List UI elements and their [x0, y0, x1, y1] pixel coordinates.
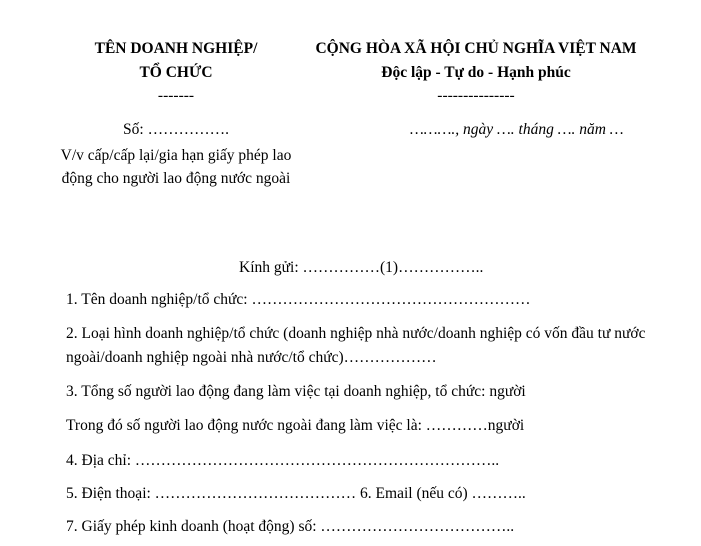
item-5-6: 5. Điện thoại: ………………………………… 6. Email (nếu có) ……….. — [66, 485, 526, 502]
org-divider: ------- — [157, 87, 195, 104]
item-4: 4. Địa chỉ: …………………………………………………………….. — [66, 452, 500, 469]
doc-number: Số: ……………. — [123, 121, 229, 138]
recipient: Kính gửi: ……………(1)…………….. — [239, 259, 484, 276]
item-3: 3. Tổng số người lao động đang làm việc tại doanh nghiệp, tổ chức: người — [66, 383, 526, 400]
item-3-foreign: Trong đó số người lao động nước ngoài đang làm việc là: …………người — [66, 417, 525, 434]
place-date: ………., ngày …. tháng …. năm … — [410, 121, 624, 138]
motto: Độc lập - Tự do - Hạnh phúc — [381, 64, 571, 81]
item-1: 1. Tên doanh nghiệp/tổ chức: ……………………………………………… — [66, 291, 531, 308]
item-2: 2. Loại hình doanh nghiệp/tổ chức (doanh nghiệp nhà nước/doanh nghiệp có vốn đầu tư nước ngoài/doanh nghiệp ngoài nhà nước/tổ chức)……………… — [66, 325, 646, 366]
subject: V/v cấp/cấp lại/gia hạn giấy phép lao động cho người lao động nước ngoài — [60, 147, 292, 187]
motto-divider: --------------- — [437, 87, 515, 104]
item-7: 7. Giấy phép kinh doanh (hoạt động) số: ……………………………….. — [66, 518, 515, 535]
org-name-line2: TỔ CHỨC — [139, 64, 213, 81]
org-name-line1: TÊN DOANH NGHIỆP/ — [94, 40, 258, 57]
country-title: CỘNG HÒA XÃ HỘI CHỦ NGHĨA VIỆT NAM — [315, 40, 637, 57]
